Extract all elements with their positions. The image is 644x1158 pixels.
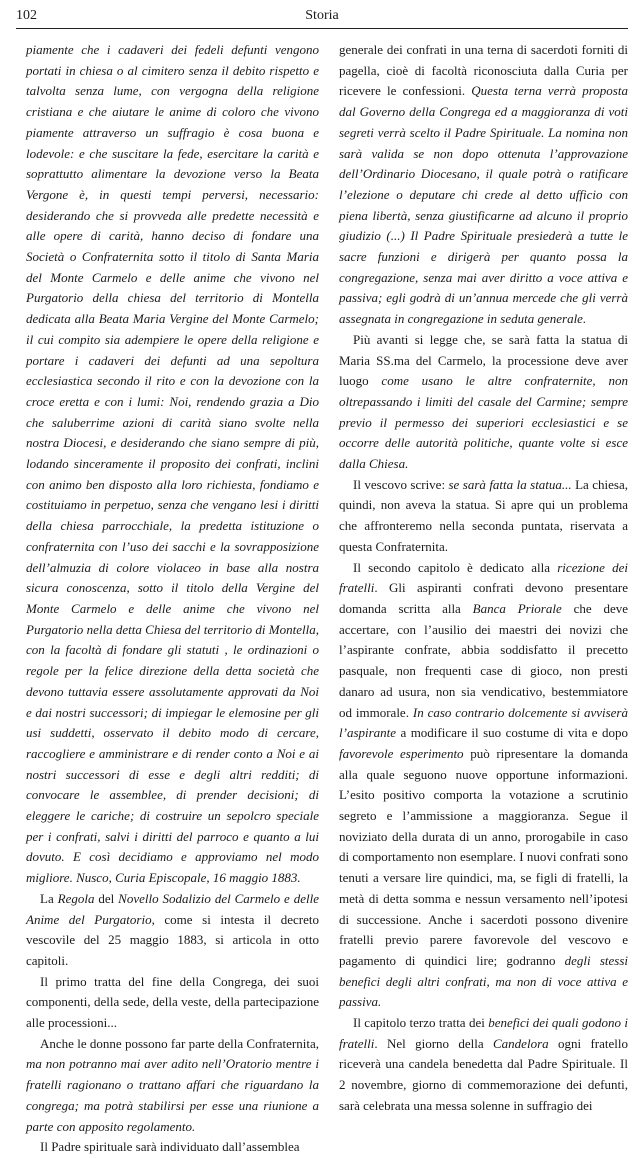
- body-paragraph: [339, 1013, 628, 1117]
- text-run: a modificare il suo costume di vita e dopo: [396, 725, 628, 741]
- text-run: Più avanti si legge che, se sarà fatta la statua di Maria SS.ma del Carmelo, la processione deve aver luogo: [339, 331, 628, 389]
- italic-text-run: Novello Sodalizio del Carmelo e delle Anime del Purgatorio: [26, 890, 319, 927]
- italic-text-run: In caso contrario dolcemente si avviserà l’aspirante: [339, 704, 628, 741]
- right-column: [339, 40, 628, 1117]
- text-run: che deve accertare, con l’ausilio dei maestri dei novizi che l’aspirante confrate, abbia soddisfatto il precetto pasquale, non frequenti case di gioco, non presti danaro ad usura, non sia vendicativo, bestemmiatore od immorale.: [339, 600, 628, 720]
- italic-text-run: favorevole esperimento: [339, 745, 464, 761]
- text-run: del: [94, 890, 119, 906]
- page-number: 102: [16, 8, 37, 23]
- text-run: , come si intesta il decreto vescovile del 25 maggio 1883, si articola in otto capitoli.: [26, 911, 319, 968]
- text-run: Il vescovo scrive:: [353, 476, 449, 492]
- body-paragraph: [26, 972, 319, 1034]
- italic-text-run: Candelora: [493, 1035, 549, 1051]
- body-paragraph: [339, 558, 628, 1013]
- body-paragraph: [26, 1137, 319, 1158]
- quote-paragraph: [26, 40, 319, 889]
- italic-text-run: come usano le altre confraternite, non oltrepassando i limiti del casale del Carmine; sempre previo il permesso dei superiori ecclesiastici e se occorre delle autorità politiche, quante volte si esce dalla Chiesa.: [339, 373, 628, 472]
- text-run: Anche le donne possono far parte della Confraternita,: [40, 1035, 319, 1051]
- italic-text-run: degli stessi benefici degli altri confrati, ma non di voce attiva e passiva.: [339, 952, 628, 1010]
- body-paragraph: [26, 1034, 319, 1138]
- italic-text-run: ricezione dei fratelli: [339, 559, 628, 596]
- italic-text-run: ma non potranno mai aver adito nell’Oratorio mentre i fratelli ragionano o trattano affari che riguardano la congrega; ma potrà stabilirsi per esse una riunione a parte con apposito regolamento.: [26, 1056, 319, 1134]
- text-run: La: [40, 890, 58, 906]
- body-paragraph: [339, 475, 628, 558]
- text-run: Il primo tratta del fine della Congrega, dei suoi componenti, della sede, della veste, della partecipazione alle processioni...: [26, 973, 319, 1031]
- body-paragraph: [26, 889, 319, 972]
- page-header: [16, 6, 628, 29]
- body-paragraph: [339, 40, 628, 330]
- text-run: Il capitolo terzo tratta dei: [353, 1015, 489, 1031]
- italic-text-run: Regola: [57, 890, 95, 906]
- text-run: può ripresentare la domanda alla quale seguono nuove opportune informazioni. L’esito positivo comporta la votazione a scrutinio segreto e l’ammissione a maggioranza. Segue il noviziato della durata di un anno, prorogabile in caso di comportamento non esemplare. I nuovi confrati sono tenuti a versare lire quindici, ma, se figli di fratelli, la metà di detta somma e nessun versamento nell’ipotesi di successione. Anche i sacerdoti possono divenire fratelli previo parere favorevole del vescovo e pagamento di quindici lire; godranno: [339, 745, 628, 968]
- text-run: . Gli aspiranti confrati devono presentare domanda scritta alla: [339, 580, 628, 616]
- text-run: Il Padre spirituale sarà individuato dall’assemblea: [40, 1139, 300, 1155]
- text-run: . Nel giorno della: [374, 1035, 494, 1051]
- body-paragraph: [339, 330, 628, 475]
- running-head: Storia: [305, 8, 339, 23]
- italic-text-run: Banca Priorale: [472, 600, 562, 616]
- italic-text-run: piamente che i cadaveri dei fedeli defunti vengono portati in chiesa o al cimitero senza il debito rispetto e talvolta senza lume, con vergogna della religione cristiana e che aiutare le anime di coloro che vivono piamente attraverso un suffragio è cosa buona e lodevole: e che suscitare la fede, esercitare la carità e soprattutto alimentare la devozione verso la Beata Vergone è, in questi tempi perversi, necessario: desiderando che si provveda alle predette necessità e alle opere di carità, hanno deciso di fondare una Società o Confraternita sotto il titolo di Santa Maria del Monte Carmelo e delle anime che vivono nel Purgatorio della chiesa del territorio di Montella dedicata alla Beata Maria Vergine del Monte Carmelo; il cui compito sia adempiere le opere della religione e portare i cadaveri dei defunti ad una sepoltura ecclesiastica secondo il rito e con la devozione con la croce eretta e con i lumi: Noi, rendendo grazia a Dio che saluberrime azioni di carità siano svolte nella nostra Diocesi, e desiderando che siano sempre di più, lodando sinceramente il proposito dei confrati, inclini con animo ben disposto alla loro richiesta, fondiamo e costituiamo in perpetuo, senza che vengano lesi i diritti della chiesa parrocchiale, la predetta istituzione o confraternita con l’uso dei sacchi e la sovrapposizione dell’almuzia di colore violaceo in base alla nostra sicura conoscenza, sotto il titolo della Vergine del Monte Carmelo e delle anime che vivono nel Purgatorio nella detta Chiesa del territorio di Montella, con la facoltà di fondare gli statuti , le ordinazioni o regole per la felice direzione della detta società che devono tuttavia essere assolutamente approvati da Noi e dai nostri successori; di impiegar le elemosine per gli usi suddetti, osservato il debito modo di cercare, raccogliere e amministrare e di render conto a Noi e ai nostri successori di esse e degli altri redditi; di convocare le assemblee, di prender decisioni; di eleggere le cariche; di costruire un sepolcro speciale per i confrati, salvi i diritti del parroco e quanto a lui dovuto. E così decidiamo e approviamo nel modo migliore. Nusco, Curia Episcopale, 16 maggio 1883.: [26, 42, 319, 886]
- text-run: generale dei confrati in una terna di sacerdoti forniti di pagella, cioè di facoltà riconosciuta dalla Curia per ricevere le confessioni.: [339, 42, 628, 99]
- italic-text-run: se sarà fatta la statua...: [448, 476, 572, 492]
- text-run: Il secondo capitolo è dedicato alla: [353, 559, 558, 575]
- italic-text-run: Questa terna verrà proposta dal Governo della Congrega ed a maggioranza di voti segreti verrà scelto il Padre Spirituale. La nomina non sarà valida se non dopo ottenuta l’approvazione dell’Ordinario Diocesano, il quale potrà o ratificare l’elezione o deputare chi crede al detto ufficio con piena libertà, senza giustificarne ad alcuno il proprio giudizio (...) Il Padre Spirituale presiederà a tutte le sacre funzioni e dirigerà per quanto possa la congregazione, senza mai aver diritto a voce attiva e passiva; egli godrà di un’annua mercede che gli verrà assegnata in congregazione in seduta generale.: [339, 83, 628, 327]
- left-column: [26, 40, 319, 1158]
- italic-text-run: benefici dei quali godono i fratelli: [339, 1015, 628, 1051]
- text-run: La chiesa, quindi, non aveva la statua. Si apre qui un problema che affronteremo nella seconda puntata, riservata a questa Confraternita.: [339, 476, 628, 554]
- text-run: ogni fratello riceverà una candela benedetta dal Padre Spirituale. Il 2 novembre, giorno di commemorazione dei defunti, sarà celebrata una messa solenne in suffragio dei: [339, 1035, 628, 1113]
